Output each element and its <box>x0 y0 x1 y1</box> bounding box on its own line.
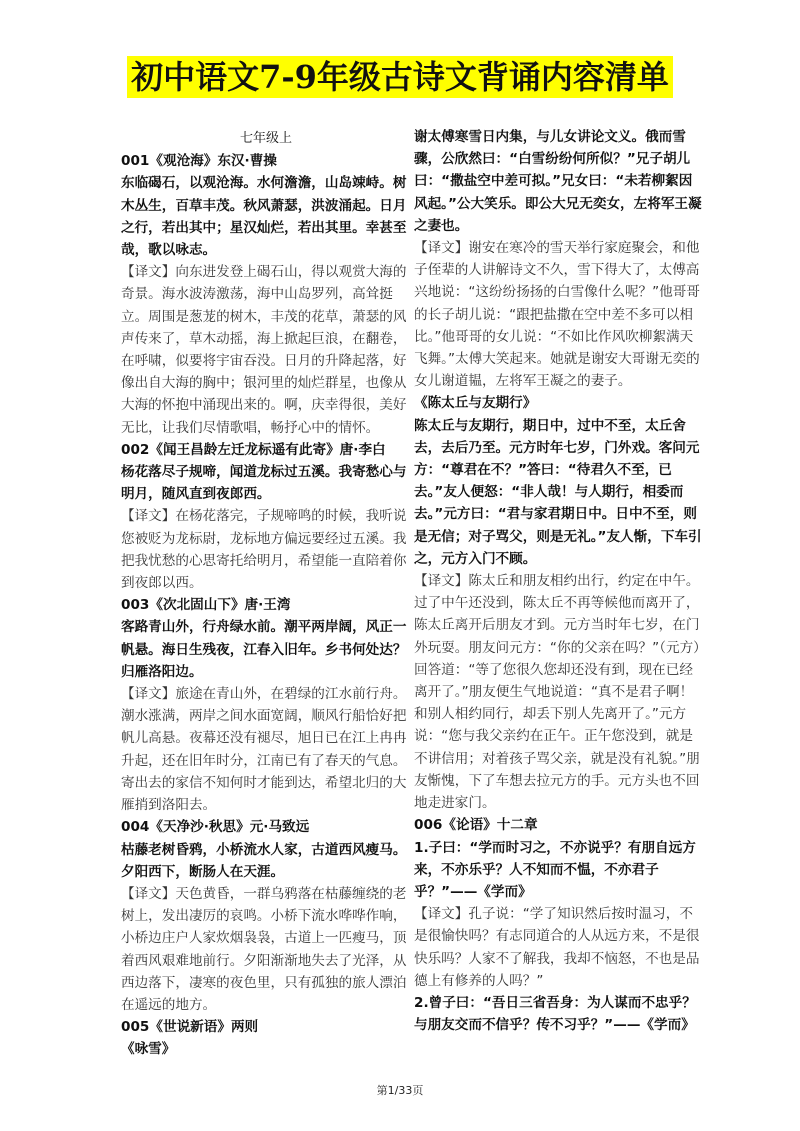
section-heading: 006《论语》十二章 <box>414 817 538 834</box>
section-heading: 《咏雪》 <box>121 1041 176 1058</box>
page-title: 初中语文7-9年级古诗文背诵内容清单 <box>127 56 673 98</box>
translation-text: 【译文】陈太丘和朋友相约出行，约定在中午。过了中午还没到，陈太丘不再等候他而离开了，陈太丘离开后朋友才到。元方当时年七岁，在门外玩耍。朋友问元方：“你的父亲在吗？”（元方）回答道：“等了您很久您却还没有到，现在已经离开了。”朋友便生气地说道：“真不是君子啊！和别人相约同行，却丢下别人先离开了。”元方说：“您与我父亲约在正午。正午您没到，就是不讲信用；对着孩子骂父亲，就是没有礼貌。”朋友惭愧，下了车想去拉元方的手。元方头也不回地走进家门。 <box>414 573 700 812</box>
translation-text: 【译文】天色黄昏，一群乌鸦落在枯藤缠绕的老树上，发出凄厉的哀鸣。小桥下流水哗哗作响，小桥边庄户人家炊烟袅袅，古道上一匹瘦马，顶着西风艰难地前行。夕阳渐渐地失去了光泽，从西边落下，凄寒的夜色里，只有孤独的旅人漂泊在遥远的地方。 <box>121 885 407 1013</box>
poem-text: 谢太傅寒雪日内集，与儿女讲论文义。俄而雪骤，公欣然曰：“白雪纷纷何所似？”兄子胡儿曰：“撒盐空中差可拟。”兄女曰：“未若柳絮因风起。”公大笑乐。即公大兄无奕女，左将军王凝之妻也。 <box>414 129 702 234</box>
poem-text: 杨花落尽子规啼，闻道龙标过五溪。我寄愁心与明月，随风直到夜郎西。 <box>121 464 407 503</box>
poem-text: 客路青山外，行舟绿水前。潮平两岸阔，风正一帆悬。海日生残夜，江春入旧年。乡书何处达？归雁洛阳边。 <box>121 619 407 680</box>
grade-label: 七年级上 <box>239 131 292 146</box>
section-heading: 005《世说新语》两则 <box>121 1019 259 1036</box>
translation-text: 【译文】在杨花落完，子规啼鸣的时候，我听说您被贬为龙标尉，龙标地方偏远要经过五溪。我把我忧愁的心思寄托给明月，希望能一直陪着你到夜郎以西。 <box>121 508 407 592</box>
section-heading: 004《天净沙·秋思》元·马致远 <box>121 819 310 836</box>
page-number: 第1/33页 <box>376 1084 424 1097</box>
section-heading: 《陈太丘与友期行》 <box>414 395 537 412</box>
poem-text: 东临碣石，以观沧海。水何澹澹，山岛竦峙。树木丛生，百草丰茂。秋风萧瑟，洪波涌起。日月之行，若出其中；星汉灿烂，若出其里。幸甚至哉，歌以咏志。 <box>121 175 407 259</box>
poem-text: 枯藤老树昏鸦，小桥流水人家，古道西风瘦马。夕阳西下，断肠人在天涯。 <box>121 841 407 880</box>
poem-text: 1.子曰：“学而时习之，不亦说乎？有朋自远方来，不亦乐乎？人不知而不愠，不亦君子乎？”——《学而》 <box>414 839 696 900</box>
poem-text: 陈太丘与友期行，期日中，过中不至，太丘舍去，去后乃至。元方时年七岁，门外戏。客问元方：“尊君在不？”答曰：“待君久不至，已去。”友人便怒：“非人哉！与人期行，相委而去。”元方曰：“君与家君期日中。日中不至，则是无信；对子骂父，则是无礼。”友人惭，下车引之，元方入门不顾。 <box>414 417 702 567</box>
translation-text: 【译文】谢安在寒冷的雪天举行家庭聚会，和他子侄辈的人讲解诗文不久，雪下得大了，太傅高兴地说：“这纷纷扬扬的白雪像什么呢？”他哥哥的长子胡儿说：“跟把盐撒在空中差不多可以相比。”他哥哥的女儿说：“不如比作风吹柳絮满天飞舞。”太傅大笑起来。她就是谢安大哥谢无奕的女儿谢道韫，左将军王凝之的妻子。 <box>414 240 700 390</box>
left-column <box>121 128 411 1061</box>
translation-text: 【译文】孔子说：“学了知识然后按时温习，不是很愉快吗？有志同道合的人从远方来，不是很快乐吗？人家不了解我，我却不恼怒，不也是品德上有修养的人吗？” <box>414 906 700 989</box>
section-heading: 002《闻王昌龄左迁龙标遥有此寄》唐·李白 <box>121 441 386 458</box>
poem-text: 2.曾子曰：“吾日三省吾身：为人谋而不忠乎？与朋友交而不信乎？传不习乎？”——《学而》 <box>414 994 696 1034</box>
right-column <box>414 126 704 1036</box>
translation-text: 【译文】旅途在青山外，在碧绿的江水前行舟。潮水涨满，两岸之间水面宽阔，顺风行船恰好把帆儿高悬。夜幕还没有褪尽，旭日已在江上冉冉升起，还在旧年时分，江南已有了春天的气息。寄出去的家信不知何时才能到达，希望北归的大雁捎到洛阳去。 <box>121 686 407 814</box>
translation-text: 【译文】向东进发登上碣石山，得以观赏大海的奇景。海水波涛激荡，海中山岛罗列，高耸挺立。周围是葱茏的树木，丰茂的花草，萧瑟的风声传来了，草木动摇，海上掀起巨浪，在翻卷，在呼啸，似要将宇宙吞没。日月的升降起落，好像出自大海的胸中；银河里的灿烂群星，也像从大海的怀抱中涌现出来的。啊，庆幸得很，美好无比，让我们尽情歌唱，畅抒心中的情怀。 <box>121 264 407 436</box>
section-heading: 003《次北固山下》唐·王湾 <box>121 597 291 614</box>
title-wrap <box>0 56 800 98</box>
section-heading: 001《观沧海》东汉·曹操 <box>121 153 277 170</box>
